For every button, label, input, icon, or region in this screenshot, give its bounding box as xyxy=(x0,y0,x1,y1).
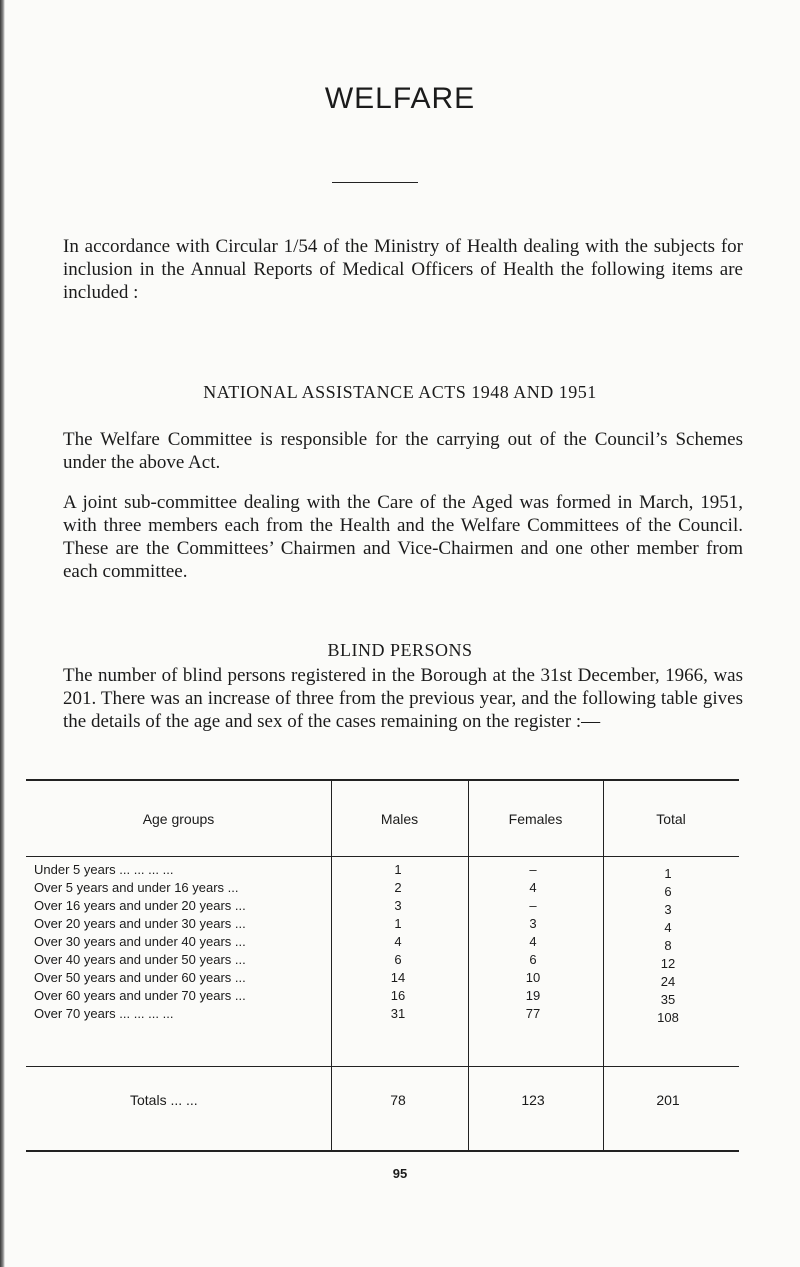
age-group-cell: Over 5 years and under 16 years ... xyxy=(34,880,239,895)
males-cell: 1 xyxy=(394,916,402,931)
table-row xyxy=(30,970,736,988)
age-group-cell: Over 60 years and under 70 years ... xyxy=(34,988,246,1003)
page-edge-shadow xyxy=(0,0,5,1267)
blind-persons-paragraph: The number of blind persons registered in the Borough at the 31st December, 1966, was 201. There was an increase of three from the previous year, and the following table gives the details of the age and sex of the cases remaining on the register :— xyxy=(63,665,743,732)
age-group-cell: Over 70 years ... ... ... ... xyxy=(34,1006,174,1021)
females-cell: 77 xyxy=(525,1006,541,1021)
section-heading-national-assistance: NATIONAL ASSISTANCE ACTS 1948 AND 1951 xyxy=(203,382,597,402)
age-group-cell: Under 5 years ... ... ... ... xyxy=(34,862,174,877)
age-group-cell: Over 20 years and under 30 years ... xyxy=(34,916,246,931)
age-group-cell: Over 30 years and under 40 years ... xyxy=(34,934,246,949)
header-total: Total xyxy=(656,811,686,827)
females-cell: 3 xyxy=(529,916,537,931)
sub-committee-paragraph: A joint sub-committee dealing with the Care of the Aged was formed in March, 1951, with three members each from the Health and the Welfare Committees of the Council. These are the Committees’ Chairmen and Vice-Chairmen and one other member from each committee. xyxy=(63,492,743,582)
total-cell: 1 xyxy=(664,866,672,881)
table-totals-rule xyxy=(26,1066,739,1067)
age-group-cell: Over 40 years and under 50 years ... xyxy=(34,952,246,967)
page-title: WELFARE xyxy=(324,82,476,115)
totals-males-cell: 78 xyxy=(390,1092,406,1108)
total-cell: 24 xyxy=(660,974,676,989)
totals-total-cell: 201 xyxy=(656,1092,680,1108)
age-group-cell: Over 16 years and under 20 years ... xyxy=(34,898,246,913)
males-cell: 31 xyxy=(390,1006,406,1021)
header-age-groups: Age groups xyxy=(142,811,215,827)
table-bottom-rule xyxy=(26,1150,739,1152)
total-cell: 3 xyxy=(664,902,672,917)
table-row xyxy=(30,988,736,1006)
females-cell: 19 xyxy=(525,988,541,1003)
males-cell: 4 xyxy=(394,934,402,949)
males-cell: 1 xyxy=(394,862,402,877)
table-top-rule xyxy=(26,779,739,781)
totals-females-cell: 123 xyxy=(521,1092,545,1108)
header-females: Females xyxy=(508,811,563,827)
females-cell: 6 xyxy=(529,952,537,967)
table-row xyxy=(30,898,736,916)
females-cell: – xyxy=(529,862,537,877)
total-cell: 4 xyxy=(664,920,672,935)
total-cell: 6 xyxy=(664,884,672,899)
females-cell: – xyxy=(529,898,537,913)
females-cell: 10 xyxy=(525,970,541,985)
totals-row xyxy=(30,1092,736,1110)
males-cell: 16 xyxy=(390,988,406,1003)
section-heading-blind-persons: BLIND PERSONS xyxy=(327,640,473,660)
table-row xyxy=(30,934,736,952)
females-cell: 4 xyxy=(529,880,537,895)
total-cell: 108 xyxy=(657,1010,679,1025)
total-cell: 8 xyxy=(664,938,672,953)
total-cell: 35 xyxy=(660,992,676,1007)
table-row xyxy=(30,880,736,898)
table-row xyxy=(30,862,736,880)
total-cell: 12 xyxy=(660,956,676,971)
table-row xyxy=(30,916,736,934)
intro-paragraph: In accordance with Circular 1/54 of the Ministry of Health dealing with the subjects for inclusion in the Annual Reports of Medical Officers of Health the following items are included : xyxy=(63,236,743,303)
totals-label: Totals ... ... xyxy=(130,1092,198,1108)
table-row xyxy=(30,1006,736,1024)
title-divider xyxy=(332,182,418,183)
males-cell: 2 xyxy=(394,880,402,895)
table-header-rule xyxy=(26,856,739,857)
males-cell: 14 xyxy=(390,970,406,985)
page-number: 95 xyxy=(392,1166,408,1181)
females-cell: 4 xyxy=(529,934,537,949)
males-cell: 6 xyxy=(394,952,402,967)
table-row xyxy=(30,952,736,970)
age-group-cell: Over 50 years and under 60 years ... xyxy=(34,970,246,985)
males-cell: 3 xyxy=(394,898,402,913)
header-males: Males xyxy=(380,811,419,827)
welfare-committee-paragraph: The Welfare Committee is responsible for the carrying out of the Council’s Schemes under the above Act. xyxy=(63,429,743,473)
